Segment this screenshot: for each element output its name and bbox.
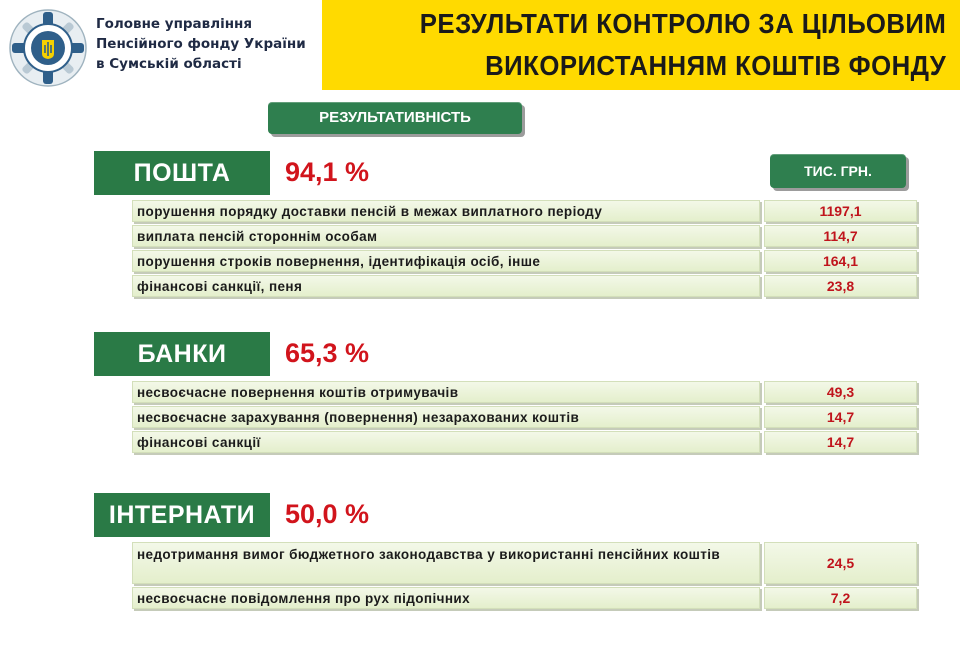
row-description: несвоєчасне зарахування (повернення) незарахованих коштів (132, 406, 760, 428)
title-banner (322, 0, 960, 90)
table-row (132, 542, 918, 584)
row-value: 23,8 (764, 275, 917, 297)
table-row (132, 225, 918, 247)
row-value: 24,5 (764, 542, 917, 584)
row-description: недотримання вимог бюджетного законодавства у використанні пенсійних коштів (132, 542, 760, 584)
table-row (132, 250, 918, 272)
table-row (132, 275, 918, 297)
section-table-internaty (132, 542, 918, 612)
row-description: фінансові санкції (132, 431, 760, 453)
section-percent-internaty: 50,0 % (285, 499, 370, 529)
table-row (132, 406, 918, 428)
row-description: несвоєчасне повернення коштів отримувачів (132, 381, 760, 403)
table-row (132, 381, 918, 403)
row-value: 1197,1 (764, 200, 917, 222)
row-value: 49,3 (764, 381, 917, 403)
section-percent-banky: 65,3 % (285, 338, 370, 368)
row-description: порушення строків повернення, ідентифікація осіб, інше (132, 250, 760, 272)
table-row (132, 431, 918, 453)
row-value: 114,7 (764, 225, 917, 247)
section-label-internaty: ІНТЕРНАТИ (94, 493, 270, 537)
row-value: 164,1 (764, 250, 917, 272)
row-description: порушення порядку доставки пенсій в межах виплатного періоду (132, 200, 760, 222)
organization-line-3: в Сумській області (96, 56, 242, 72)
section-label-posta: ПОШТА (94, 151, 270, 195)
section-table-posta (132, 200, 918, 300)
row-value: 7,2 (764, 587, 917, 609)
row-description: виплата пенсій стороннім особам (132, 225, 760, 247)
section-percent-posta: 94,1 % (285, 157, 370, 187)
row-description: несвоєчасне повідомлення про рух підопічних (132, 587, 760, 609)
row-description: фінансові санкції, пеня (132, 275, 760, 297)
section-table-banky (132, 381, 918, 456)
organization-line-1: Головне управління (96, 16, 253, 32)
page-title-line-2: ВИКОРИСТАННЯМ КОШТІВ ФОНДУ (484, 50, 946, 81)
row-value: 14,7 (764, 406, 917, 428)
unit-label: ТИС. ГРН. (770, 154, 906, 188)
table-row (132, 587, 918, 609)
organization-line-2: Пенсійного фонду України (96, 36, 306, 52)
section-label-banky: БАНКИ (94, 332, 270, 376)
table-row (132, 200, 918, 222)
row-value: 14,7 (764, 431, 917, 453)
results-label: РЕЗУЛЬТАТИВНІСТЬ (268, 102, 522, 134)
page-title-line-1: РЕЗУЛЬТАТИ КОНТРОЛЮ ЗА ЦІЛЬОВИМ (419, 8, 946, 39)
pension-fund-logo-icon (8, 8, 88, 88)
organization-name (96, 14, 316, 74)
